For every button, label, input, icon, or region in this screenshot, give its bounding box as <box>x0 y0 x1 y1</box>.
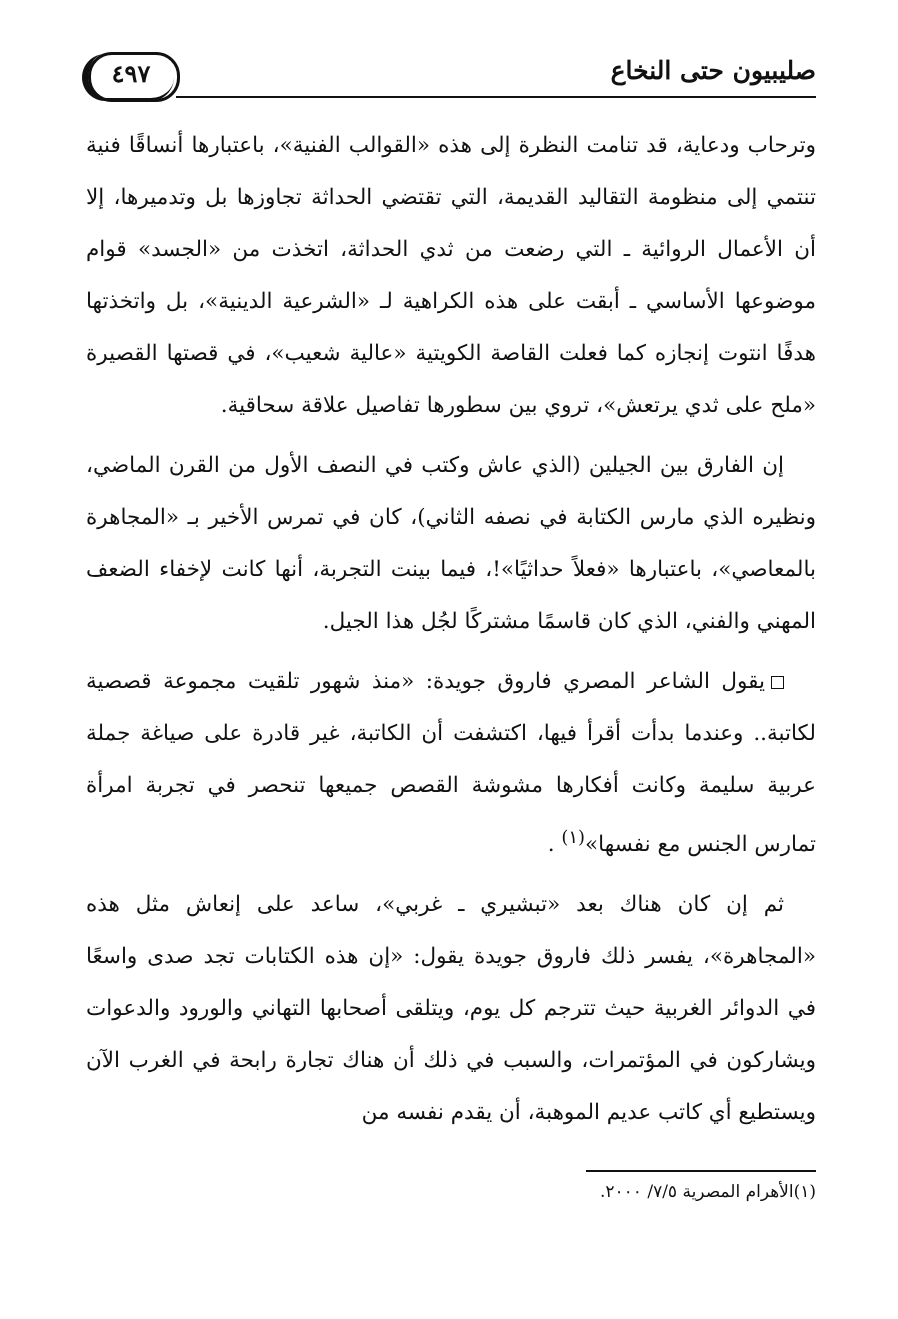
footnote-rule <box>586 1170 816 1172</box>
body-text <box>86 120 816 1147</box>
page-number: ٤٩٧ <box>111 59 151 88</box>
paragraph-1: وترحاب ودعاية، قد تنامت النظرة إلى هذه «القوالب الفنية»، باعتبارها أنساقًا فنية تنتمي إلى منظومة التقاليد القديمة، التي تقتضي الحداثة تجاوزها بل وتدميرها، إلا أن الأعمال الروائية ـ التي رضعت من ثدي الحداثة، اتخذت من «الجسد» قوام موضوعها الأساسي ـ أبقت على هذه الكراهية لـ «الشرعية الدينية»، بل واتخذتها هدفًا انتوت إنجازه كما فعلت القاصة الكويتية «عالية شعيب»، في قصتها القصيرة «ملح على ثدي يرتعش»، تروي بين سطورها تفاصيل علاقة سحاقية. <box>86 133 816 418</box>
footnote: (١)الأهرام المصرية ٧/٥/ ٢٠٠٠. <box>599 1182 816 1202</box>
square-bullet-icon <box>771 676 784 689</box>
running-title: صليبيون حتى النخاع <box>610 56 816 85</box>
paragraph-3-tail: . <box>547 832 562 858</box>
paragraph-3-text: يقول الشاعر المصري فاروق جويدة: «منذ شهور تلقيت مجموعة قصصية لكاتبة.. وعندما بدأت أقرأ فيها، اكتشفت أن الكاتبة، غير قادرة على صياغة جملة عربية سليمة وكانت أفكارها مشوشة القصص جميعها تنحصر في تجربة امرأة تمارس الجنس مع نفسها» <box>86 669 816 858</box>
paragraph-3 <box>86 656 816 871</box>
page-header <box>88 52 816 108</box>
paragraph-2: إن الفارق بين الجيلين (الذي عاش وكتب في النصف الأول من القرن الماضي، ونظيره الذي مارس الكتابة في نصفه الثاني)، كان في تمرس الأخير بـ «المجاهرة بالمعاصي»، باعتبارها «فعلاً حداثيًا»!، فيما بينت التجربة، أنها كانت لإخفاء الضعف المهني والفني، الذي كان قاسمًا مشتركًا لجُل هذا الجيل. <box>86 453 816 634</box>
footnote-reference: (١) <box>561 827 585 848</box>
header-rule <box>176 96 816 98</box>
paragraph-4: ثم إن كان هناك بعد «تبشيري ـ غربي»، ساعد على إنعاش مثل هذه «المجاهرة»، يفسر ذلك فاروق جويدة يقول: «إن هذه الكتابات تجد صدى واسعًا في الدوائر الغربية حيث تترجم كل يوم، ويتلقى أصحابها التهاني والورود والدعوات ويشاركون في المؤتمرات، والسبب في ذلك أن هناك تجارة رابحة في الغرب الآن ويستطيع أي كاتب عديم الموهبة، أن يقدم نفسه من <box>86 892 816 1126</box>
